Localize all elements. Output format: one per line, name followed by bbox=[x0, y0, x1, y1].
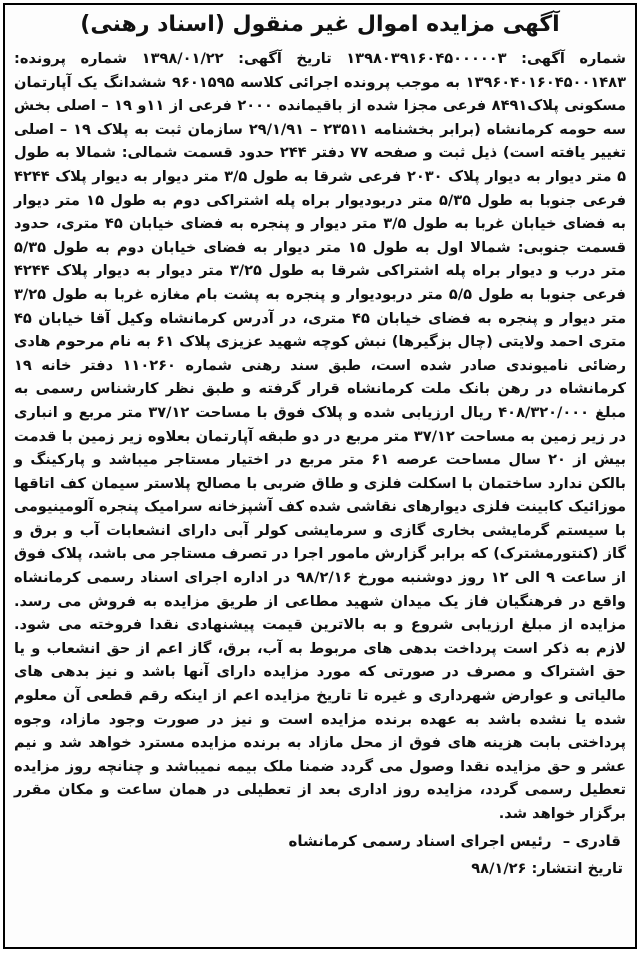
signature-name: قادری – bbox=[562, 831, 621, 850]
signature-title: رئیس اجرای اسناد رسمی کرمانشاه bbox=[288, 831, 552, 850]
signature-line bbox=[5, 830, 621, 852]
auction-notice bbox=[3, 3, 637, 949]
publish-date: تاریخ انتشار: ۹۸/۱/۲۶ bbox=[471, 859, 623, 877]
notice-title: آگهی مزایده اموال غیر منقول (اسناد رهنی) bbox=[80, 12, 560, 37]
notice-body: شماره آگهی: ۱۳۹۸۰۳۹۱۶۰۴۵۰۰۰۰۰۳ تاریخ آگهی: ۱۳۹۸/۰۱/۲۲ شماره پرونده: ۱۳۹۶۰۴۰۱۶۰۴۵۰۰۱۴۸۳ به موجب پرونده اجرائی کلاسه ۹۶۰۱۵۹۵ ششدانگ یک آپارتمان مسکونی پلاک۸۴۹۱ فرعی مجزا شده از باقیمانده ۲۰۰۰ فرعی از ۱۱و ۱۹ – اصلی بخش سه حومه کرمانشاه (برابر بخشنامه ۲۳۵۱۱ – ۲۹/۱/۹۱ سازمان ثبت به پلاک ۱۹ – اصلی تغییر یافته است) ذیل ثبت و صفحه ۷۷ دفتر ۲۴۴ حدود قسمت شمالی: شمالا به طول ۵ متر دیوار به دیوار پلاک ۲۰۳۰ فرعی شرقا به طول ۳/۵ متر دیوار به دیوار پلاک ۴۲۴۴ فرعی جنوبا به طول ۵/۳۵ متر دربودیوار براه پله اشتراکی دوم به طول ۱۵ متر دیوار به فضای خیابان غربا به طول ۳/۵ متر دیوار و پنجره به فضای خیابان ۴۵ متری، حدود قسمت جنوبی: شمالا اول به طول ۱۵ متر دیوار به فضای خیابان دوم به طول ۵/۳۵ متر درب و دیوار براه پله اشتراکی شرقا به طول ۳/۲۵ متر دیوار به دیوار پلاک ۴۲۴۴ فرعی جنوبا به طول ۵/۵ متر دربودیوار و پنجره به پشت بام مغازه غربا به طول ۳/۲۵ متر دیوار و پنجره به فضای خیابان ۴۵ متری، در آدرس کرمانشاه وکیل آقا خیابان ۴۵ متری احمد ولایتی (چال بزگیرها) نبش کوچه شهید عزیزی پلاک ۶۱ به نام مرحوم هادی رضائی نامیوندی صادر شده است، طبق سند رهنی شماره ۱۱۰۲۶۰ دفتر خانه ۱۹ کرمانشاه در رهن بانک ملت کرمانشاه قرار گرفته و طبق نظر کارشناس رسمی به مبلغ ۴۰۸/۳۲۰/۰۰۰ ریال ارزیابی شده و پلاک فوق با مساحت ۳۷/۱۲ متر مربع و انباری در زیر زمین به مساحت ۳۷/۱۲ متر مربع در دو طبقه آپارتمان بعلاوه زیر زمین با قدمت بیش از ۲۰ سال مساحت عرصه ۶۱ متر مربع در اختیار مستاجر میباشد و پارکینگ و بالکن ندارد ساختمان با اسکلت فلزی و طاق ضربی با مصالح پلاستر سیمان کف اتاقها موزائیک کابینت فلزی دیوارهای نقاشی شده کف آشپزخانه سرامیک پنجره آلومینیومی با سیستم گرمایشی بخاری گازی و سرمایشی کولر آبی دارای انشعابات آب و برق و گاز (کنتورمشترک) که برابر گزارش مامور اجرا در تصرف مستاجر می باشد، پلاک فوق از ساعت ۹ الی ۱۲ روز دوشنبه مورخ ۹۸/۲/۱۶ در اداره اجرای اسناد رسمی کرمانشاه واقع در فرهنگیان فاز یک میدان شهید مطاعی از طریق مزایده به فروش می رسد. مزایده از مبلغ ارزیابی شروع و به بالاترین قیمت پیشنهادی نقدا فروخته می شود. لازم به ذکر است پرداخت بدهی های مربوط به آب، برق، گاز اعم از حق انشعاب و یا حق اشتراک و مصرف در صورتی که مورد مزایده دارای آنها باشد و نیز بدهی های مالیاتی و عوارض شهرداری و غیره تا تاریخ مزایده اعم از اینکه رقم قطعی آن معلوم شده یا نشده باشد به عهده برنده مزایده است و نیز در صورت وجود مازاد، وجوه پرداختی بابت هزینه های فوق از محل مازاد به برنده مزایده مسترد خواهد شد و نیم عشر و حق مزایده نقدا وصول می گردد ضمنا ملک بیمه نمیباشد و چنانچه روز مزایده تعطیل رسمی گردد، مزایده روز اداری بعد از تعطیلی در همان ساعت و مکان مقرر برگزار خواهد شد. bbox=[14, 50, 627, 822]
